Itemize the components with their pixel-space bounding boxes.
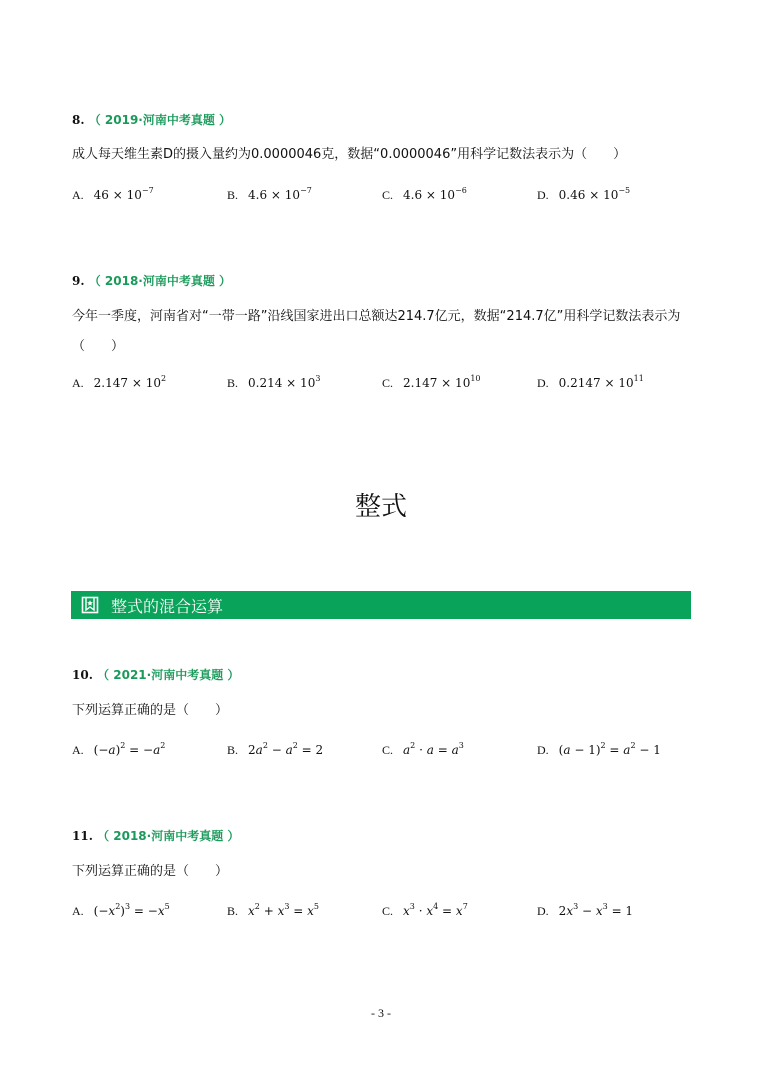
formula: $(a - 1)^2 = a^2 - 1$ [558, 741, 661, 757]
question-10-text: 下列运算正确的是（ ） [72, 703, 229, 718]
formula: $(-a)^2 = -a^2$ [93, 741, 166, 757]
question-number: 9. [72, 274, 85, 288]
option-a[interactable]: A. $(-x^2)^3 = -x^5$ [72, 902, 170, 918]
option-c[interactable]: C. $x^3 \cdot x^4 = x^7$ [382, 902, 468, 918]
question-9-text: 今年一季度，河南省对“一带一路”沿线国家进出口总额达214.7亿元，数据“214.7亿”用科学记数法表示为（ ） [72, 309, 681, 354]
question-number: 8. [72, 113, 85, 127]
question-source: （ 2018·河南中考真题 ） [97, 829, 240, 843]
option-d[interactable]: D. $(a - 1)^2 = a^2 - 1$ [537, 741, 661, 757]
question-number: 11. [72, 829, 93, 843]
formula: $x^2 + x^3 = x^5$ [248, 902, 320, 918]
question-11-header [72, 827, 239, 844]
question-number: 10. [72, 668, 93, 682]
question-8-header [72, 111, 231, 128]
option-a[interactable]: A. $2.147 \times 10^2$ [72, 374, 167, 390]
question-11-text: 下列运算正确的是（ ） [72, 864, 229, 879]
formula: $x^3 \cdot x^4 = x^7$ [403, 902, 468, 918]
option-c[interactable]: C. $a^2 \cdot a = a^3$ [382, 741, 464, 757]
option-d[interactable]: D. $2x^3 - x^3 = 1$ [537, 902, 634, 918]
question-8-text: 成人每天维生素D的摄入量约为0.0000046克，数据“0.0000046”用科学记数法表示为（ ） [72, 147, 627, 162]
option-a[interactable]: A. $46 \times 10^{-7}$ [72, 186, 154, 202]
section-banner-title: 整式的混合运算 [111, 596, 224, 616]
option-b[interactable]: B. $0.214 \times 10^3$ [227, 374, 321, 390]
question-source: （ 2019·河南中考真题 ） [88, 113, 232, 127]
page-number: - 3 - [371, 1006, 391, 1020]
chapter-title: 整式 [354, 492, 407, 522]
question-source: （ 2021·河南中考真题 ） [97, 668, 240, 682]
question-source: （ 2018·河南中考真题 ） [88, 274, 232, 288]
formula: $(-x^2)^3 = -x^5$ [93, 902, 170, 918]
option-b[interactable]: B. $2a^2 - a^2 = 2$ [227, 741, 324, 757]
bookmark-icon [81, 596, 99, 614]
option-a[interactable]: A. $(-a)^2 = -a^2$ [72, 741, 166, 757]
formula: $a^2 \cdot a = a^3$ [403, 741, 464, 757]
formula: $2x^3 - x^3 = 1$ [558, 902, 634, 918]
option-b[interactable]: B. $4.6 \times 10^{-7}$ [227, 186, 312, 202]
question-9-header [72, 272, 231, 289]
question-10-header [72, 666, 239, 683]
option-d[interactable]: D. $0.46 \times 10^{-5}$ [537, 186, 631, 202]
formula: $2a^2 - a^2 = 2$ [248, 741, 324, 757]
option-b[interactable]: B. $x^2 + x^3 = x^5$ [227, 902, 320, 918]
option-c[interactable]: C. $4.6 \times 10^{-6}$ [382, 186, 467, 202]
option-d[interactable]: D. $0.2147 \times 10^{11}$ [537, 374, 644, 390]
section-banner [71, 591, 691, 619]
option-c[interactable]: C. $2.147 \times 10^{10}$ [382, 374, 481, 390]
